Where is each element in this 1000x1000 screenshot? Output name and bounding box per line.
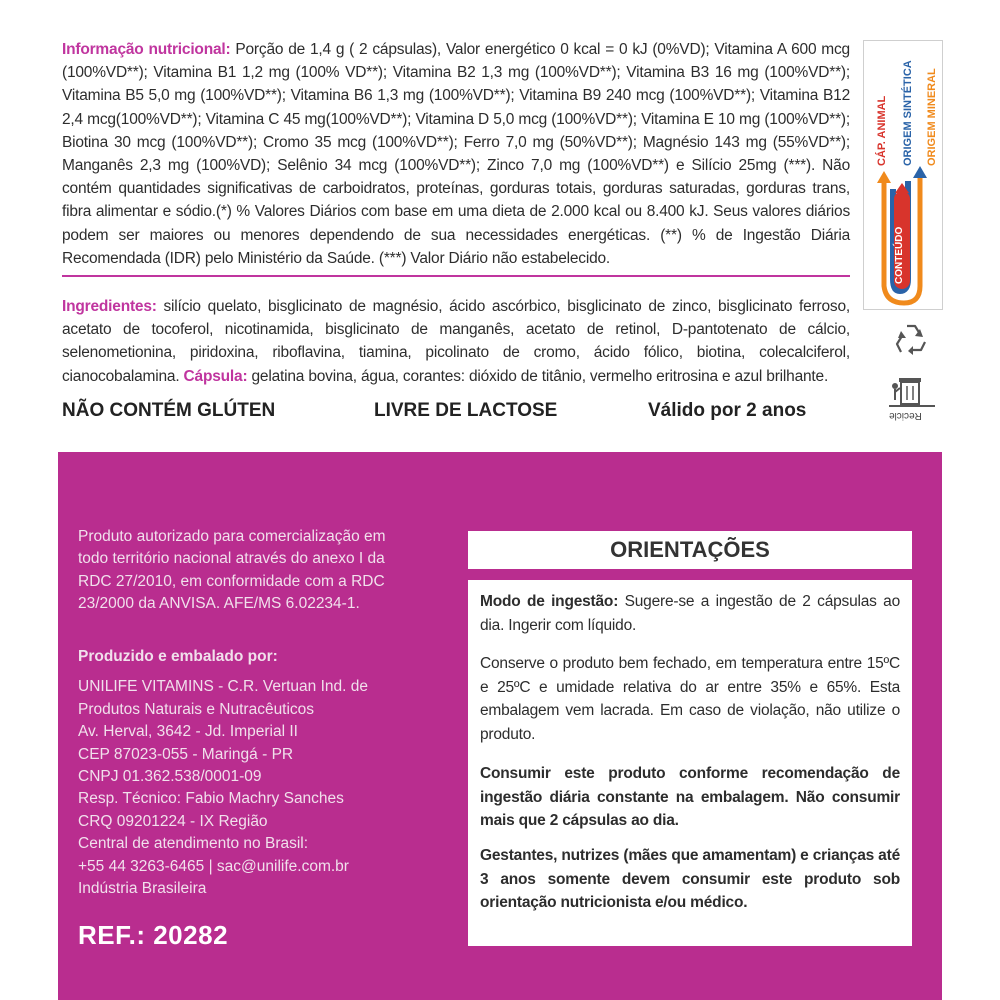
- nutrition-info: [62, 38, 850, 270]
- content-label: CONTEÚDO: [894, 226, 905, 284]
- producer-line: CEP 87023-055 - Maringá - PR: [78, 745, 294, 763]
- origin-badge: [863, 40, 943, 310]
- ingestion-mode-text: Sugere-se a ingestão de 2 cápsulas ao dia. Ingerir com líquido.: [480, 593, 901, 634]
- producer-line: Indústria Brasileira: [78, 880, 207, 898]
- orientations-title: ORIENTAÇÕES: [468, 531, 912, 569]
- arrow-up-icon: [877, 171, 891, 183]
- divider-rule: [62, 275, 850, 277]
- reference-code: REF.: 20282: [78, 920, 229, 950]
- nutrition-text: Porção de 1,4 g ( 2 cápsulas), Valor energético 0 kcal = 0 kJ (0%VD); Vitamina A 600 mcg (100%VD**); Vitamina B1 1,2 mg (100% VD**); Vitamina B2 1,3 mg (100%VD**); Vitamina B3 16 mg (100%VD**); Vitamina B5 5,0 mg (100%VD**); Vitamina B6 1,3 mg (100%VD**); Vitamina B9 240 mcg (100%VD**); Vitamina B12 2,4 mcg(100%VD**); Vitamina C 45 mg(100%VD**); Vitamina D 5,0 mcg (100%VD**); Vitamina E 10 mg (100%VD**); Biotina 30 mcg (100%VD**); Cromo 35 mcg (100%VD**); Ferro 7,0 mg (50%VD**); Magnésio 143 mg (55%VD**); Manganês 2,3 mg (100%VD); Selênio 34 mcg (100%VD**); Zinco 7,0 mg (100%VD**) e Silício 25mg (***). Não contém quantidades significativas de carboidratos, proteínas, gorduras totais, gorduras saturadas, gorduras trans, fibra alimentar e sódio.(*) % Valores Diários com base em uma dieta de 2.000 kcal ou 8.400 kJ. Seus valores diários podem ser maiores ou menores dependendo de sua necessidades energéticas. (**) % de Ingestão Diária Recomendada (IDR) pelo Ministério da Saúde. (***) Valor Diário não estabelecido.: [62, 41, 850, 267]
- recycle-label: Recicle: [889, 410, 922, 421]
- recycle-bin: [887, 370, 937, 426]
- authorization-text: Produto autorizado para comercialização em todo território nacional através do anexo I da RDC 27/2010, em conformidade com a RDC 23/2000 da ANVISA. AFE/MS 6.02234-1.: [78, 528, 386, 613]
- producer-block: [78, 646, 418, 900]
- arrow-up-icon: [913, 166, 927, 178]
- producer-line: Produtos Naturais e Nutracêuticos: [78, 700, 315, 718]
- validity-claim: Válido por 2 anos: [648, 400, 807, 421]
- ingredients-text: silício quelato, bisglicinato de magnésio, ácido ascórbico, bisglicinato de zinco, bisglicinato ferroso, acetato de tocoferol, nicotinamida, bisglicinato de manganês, acetato de retinol, D-pantotenato de cálcio, selenometionina, piridoxina, riboflavina, tiamina, picolinato de cromo, ácido fólico, biotina, colecalciferol, cianocobalamina.: [62, 298, 850, 385]
- storage-instructions: Conserve o produto bem fechado, em temperatura entre 15ºC e 25ºC e umidade relativa do ar entre 35% e 65%. Esta embalagem vem lacrada. Em caso de violação, não utilize o produto.: [480, 655, 900, 743]
- synthetic-label: ORIGEM SINTÉTICA: [902, 60, 914, 166]
- producer-line: CRQ 09201224 - IX Região: [78, 812, 268, 830]
- capsule-text: gelatina bovina, água, corantes: dióxido de titânio, vermelho eritrosina e azul brilhante.: [247, 367, 829, 385]
- ingredients-label: Ingredientes:: [62, 298, 157, 315]
- claims-row: [62, 400, 850, 426]
- trash-bin-icon: [887, 370, 937, 410]
- ingestion-mode-label: Modo de ingestão:: [480, 593, 619, 610]
- ingredients-info: [62, 295, 850, 388]
- producer-heading: Produzido e embalado por:: [78, 648, 278, 665]
- producer-line: UNILIFE VITAMINS - C.R. Vertuan Ind. de: [78, 678, 369, 696]
- orientations-box: [468, 580, 912, 946]
- producer-line: Resp. Técnico: Fabio Machry Sanches: [78, 790, 344, 808]
- pregnancy-warning: Gestantes, nutrizes (mães que amamentam) e crianças até 3 anos somente devem consumir este produto sob orientação nutricionista e/ou médico.: [480, 847, 900, 911]
- ingestion-mode: [480, 590, 900, 637]
- mineral-label: ORIGEM MINERAL: [926, 68, 938, 166]
- producer-line: +55 44 3263-6465 | sac@unilife.com.br: [78, 857, 349, 875]
- capsule-label: Cápsula:: [183, 367, 248, 385]
- cap-animal-label: CÁP. ANIMAL: [876, 95, 888, 166]
- producer-line: Central de atendimento no Brasil:: [78, 835, 309, 853]
- consumption-warning: Consumir este produto conforme recomendação de ingestão diária constante na embalagem. Não consumir mais que 2 cápsulas ao dia.: [480, 765, 900, 829]
- gluten-free-claim: NÃO CONTÉM GLÚTEN: [62, 400, 276, 421]
- recycle-icon: [889, 320, 933, 364]
- nutrition-label: Informação nutricional:: [62, 41, 231, 58]
- producer-line: CNPJ 01.362.538/0001-09: [78, 768, 262, 786]
- producer-line: Av. Herval, 3642 - Jd. Imperial II: [78, 723, 298, 741]
- label-top-section: [0, 0, 1000, 452]
- lactose-free-claim: LIVRE DE LACTOSE: [374, 400, 558, 421]
